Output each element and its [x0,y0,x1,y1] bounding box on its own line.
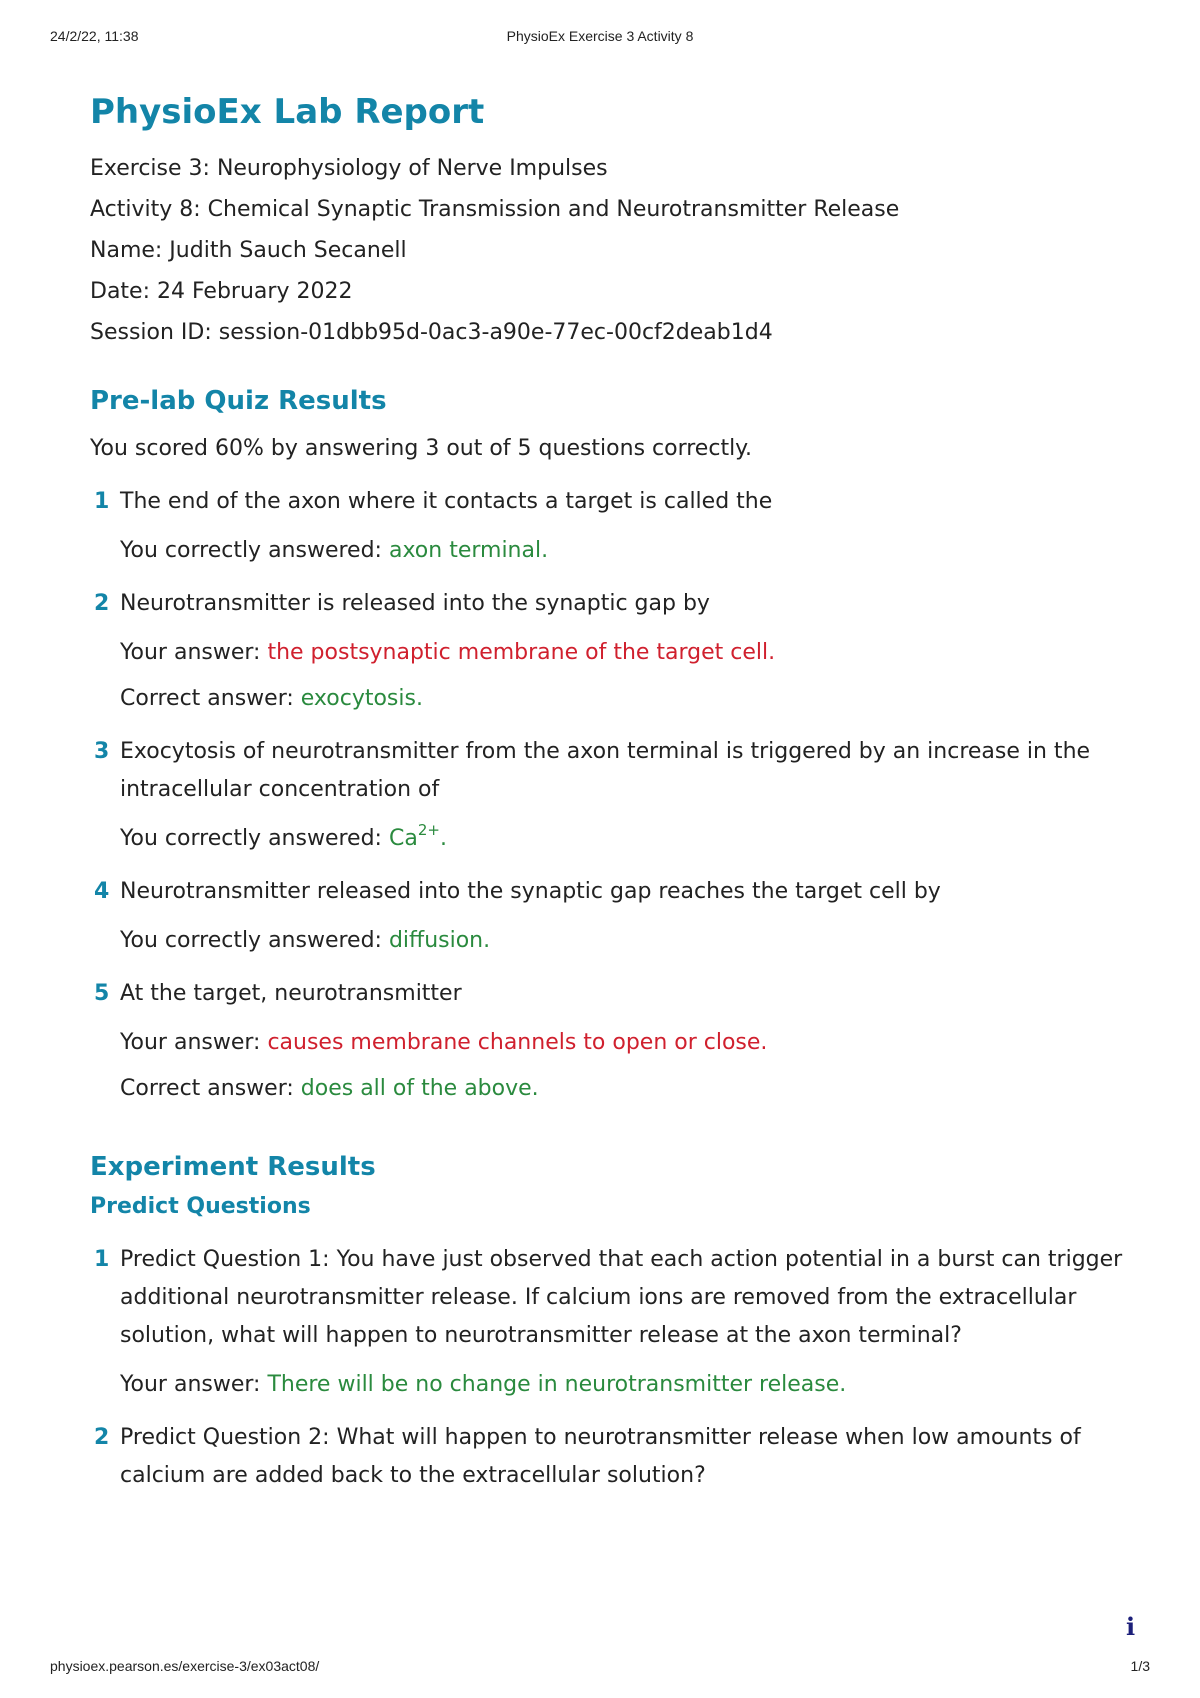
answer-value [388,820,447,851]
question-text: Predict Question 2: What will happen to neurotransmitter release when low amounts of calcium are added back to the extracellular solution? [120,1425,1081,1488]
question-text: Neurotransmitter released into the synaptic gap reaches the target cell by [120,879,941,904]
answer-base: Ca [388,826,418,851]
question-text: At the target, neurotransmitter [120,981,462,1006]
answer-suffix: . [439,826,447,851]
lab-report [90,88,1140,1495]
prelab-heading: Pre-lab Quiz Results [90,386,387,416]
answer-value: does all of the above. [300,1076,539,1101]
your-answer [120,1369,1140,1401]
question-number: 2 [94,1425,110,1450]
question-number: 1 [94,489,110,514]
predict-question [90,1241,1140,1401]
answer-label: Your answer: [120,1372,261,1397]
correct-answer [120,683,1140,715]
quiz-question [90,975,1140,1105]
activity-line: Activity 8: Chemical Synaptic Transmission and Neurotransmitter Release [90,197,900,222]
answer-label: You correctly answered: [120,928,382,953]
predict-question [90,1419,1140,1495]
correct-answer [120,820,1140,855]
question-text: Exocytosis of neurotransmitter from the axon terminal is triggered by an increase in the intracellular concentration of [120,739,1091,802]
question-number: 2 [94,591,110,616]
print-datetime: 24/2/22, 11:38 [50,28,139,44]
answer-superscript: 2+ [417,820,440,839]
question-text: The end of the axon where it contacts a target is called the [120,489,773,514]
report-meta [90,148,1140,353]
answer-value: exocytosis. [300,686,423,711]
quiz-question [90,873,1140,957]
quiz-question [90,483,1140,567]
print-footer [50,1658,1150,1678]
print-page-number: 1/3 [1130,1658,1150,1674]
your-answer [120,1027,1140,1059]
answer-value: the postsynaptic membrane of the target cell. [267,640,776,665]
answer-value: diffusion. [388,928,491,953]
answer-value: There will be no change in neurotransmitter release. [267,1372,847,1397]
report-title: PhysioEx Lab Report [90,92,485,132]
question-number: 5 [94,981,110,1006]
quiz-question [90,733,1140,855]
experiment-heading: Experiment Results [90,1152,376,1182]
correct-answer [120,1073,1140,1105]
answer-label: Correct answer: [120,686,294,711]
exercise-line: Exercise 3: Neurophysiology of Nerve Impulses [90,156,608,181]
correct-answer [120,535,1140,567]
answer-label: You correctly answered: [120,826,382,851]
question-text: Neurotransmitter is released into the synaptic gap by [120,591,710,616]
your-answer [120,637,1140,669]
session-id: Session ID: session-01dbb95d-0ac3-a90e-77ec-00cf2deab1d4 [90,320,773,345]
print-page-title: PhysioEx Exercise 3 Activity 8 [506,28,694,44]
question-number: 1 [94,1247,110,1272]
question-text: Predict Question 1: You have just observed that each action potential in a burst can trigger additional neurotransmitter release. If calcium ions are removed from the extracellular solution, what will happen to neurotransmitter release at the axon terminal? [120,1247,1123,1348]
answer-value: axon terminal. [388,538,549,563]
print-header [50,28,1150,48]
report-date: Date: 24 February 2022 [90,279,353,304]
print-url: physioex.pearson.es/exercise-3/ex03act08/ [50,1658,320,1674]
answer-label: You correctly answered: [120,538,382,563]
predict-questions-heading: Predict Questions [90,1194,311,1219]
student-name: Name: Judith Sauch Secanell [90,238,407,263]
question-number: 3 [94,739,110,764]
answer-label: Your answer: [120,640,261,665]
quiz-question [90,585,1140,715]
info-icon[interactable]: i [1126,1612,1136,1641]
answer-label: Your answer: [120,1030,261,1055]
quiz-score-summary: You scored 60% by answering 3 out of 5 questions correctly. [90,436,753,461]
answer-value: causes membrane channels to open or close. [267,1030,768,1055]
question-number: 4 [94,879,110,904]
answer-label: Correct answer: [120,1076,294,1101]
correct-answer [120,925,1140,957]
